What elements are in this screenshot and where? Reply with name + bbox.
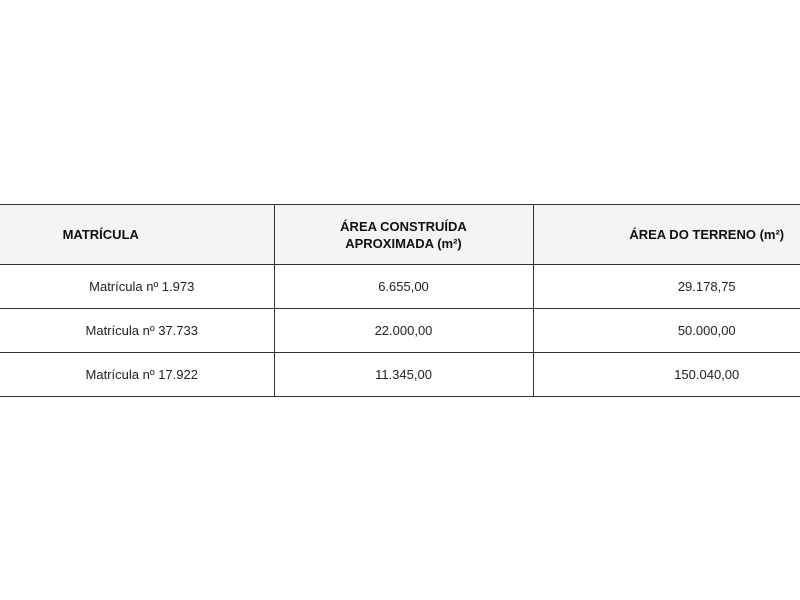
cell-area-construida: 6.655,00 <box>274 265 533 309</box>
header-area-construida <box>274 205 533 265</box>
property-table <box>0 204 800 397</box>
table-row <box>0 353 800 397</box>
header-matricula <box>0 205 274 265</box>
cell-matricula: Matrícula nº 37.733 <box>0 309 274 353</box>
header-matricula-label: MATRÍCULA <box>62 227 139 242</box>
cell-matricula: Matrícula nº 17.922 <box>0 353 274 397</box>
cell-area-construida: 22.000,00 <box>274 309 533 353</box>
table-header-row <box>0 205 800 265</box>
header-area-terreno <box>533 205 800 265</box>
cell-area-construida: 11.345,00 <box>274 353 533 397</box>
cell-area-terreno: 50.000,00 <box>533 309 800 353</box>
header-area-construida-line1: ÁREA CONSTRUÍDA <box>340 218 467 234</box>
header-area-construida-line2: APROXIMADA (m²) <box>345 235 462 251</box>
table-row <box>0 265 800 309</box>
cell-matricula: Matrícula nº 1.973 <box>0 265 274 309</box>
table-row <box>0 309 800 353</box>
header-area-terreno-label: ÁREA DO TERRENO (m²) <box>629 227 785 242</box>
cell-area-terreno: 29.178,75 <box>533 265 800 309</box>
cell-area-terreno: 150.040,00 <box>533 353 800 397</box>
